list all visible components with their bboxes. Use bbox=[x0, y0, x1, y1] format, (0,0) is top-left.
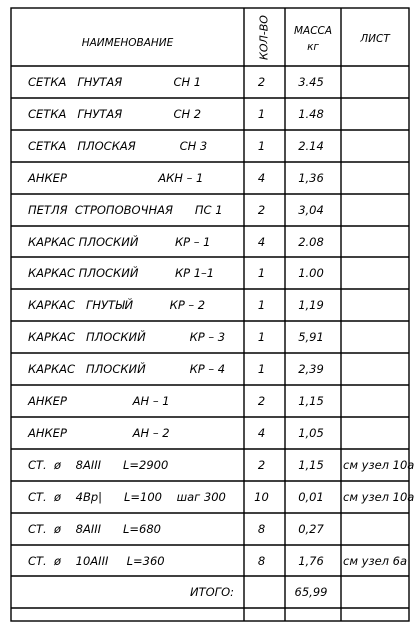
row-mass: 1,36 bbox=[298, 171, 324, 185]
row-mass: 0,01 bbox=[298, 490, 324, 504]
row-qty: 2 bbox=[257, 458, 266, 472]
row-mass: 3,04 bbox=[298, 203, 324, 217]
row-mass: 2.08 bbox=[298, 235, 324, 249]
header-mass: МАССА bbox=[293, 25, 333, 37]
row-qty: 2 bbox=[257, 75, 266, 89]
row-name: АНКЕР АН – 1 bbox=[28, 394, 170, 408]
row-name: АНКЕР АКН – 1 bbox=[28, 171, 204, 185]
row-mass: 1,19 bbox=[298, 298, 324, 312]
row-qty: 1 bbox=[257, 107, 266, 121]
row-qty: 1 bbox=[257, 266, 266, 280]
row-qty: 4 bbox=[257, 235, 266, 249]
row-qty: 10 bbox=[254, 490, 269, 504]
row-mass: 3.45 bbox=[298, 75, 324, 89]
row-mass: 1.48 bbox=[298, 107, 324, 121]
row-name: КАРКАС ПЛОСКИЙ КР – 1 bbox=[28, 235, 211, 249]
row-mass: 1,05 bbox=[298, 426, 324, 440]
row-qty: 1 bbox=[257, 362, 266, 376]
row-mass: 2.14 bbox=[298, 139, 324, 153]
row-mass: 1,15 bbox=[298, 458, 324, 472]
row-name: СТ. ø 10AIII L=360 bbox=[28, 554, 165, 568]
row-sheet: см узел 10а bbox=[343, 458, 415, 472]
total-mass: 65,99 bbox=[294, 585, 328, 599]
row-name: ПЕТЛЯ СТРОПОВОЧНАЯ ПС 1 bbox=[28, 203, 223, 217]
row-name: СЕТКА ГНУТАЯ СН 1 bbox=[28, 75, 202, 89]
header-sheet: ЛИСТ bbox=[360, 33, 390, 45]
row-name: СТ. ø 8AIII L=2900 bbox=[28, 458, 169, 472]
total-label: ИТОГО: bbox=[189, 585, 234, 599]
row-name: КАРКАС ПЛОСКИЙ КР – 4 bbox=[28, 362, 226, 376]
row-mass: 0,27 bbox=[298, 522, 324, 536]
row-qty: 8 bbox=[257, 522, 266, 536]
row-qty: 8 bbox=[257, 554, 266, 568]
row-name: СЕТКА ПЛОСКАЯ СН 3 bbox=[28, 139, 208, 153]
row-qty: 1 bbox=[257, 298, 266, 312]
row-mass: 1,15 bbox=[298, 394, 324, 408]
header-mass-unit: кг bbox=[307, 41, 319, 53]
row-name: КАРКАС ГНУТЫЙ КР – 2 bbox=[28, 298, 206, 312]
row-qty: 4 bbox=[257, 171, 266, 185]
row-mass: 2,39 bbox=[298, 362, 324, 376]
row-qty: 1 bbox=[257, 330, 266, 344]
row-mass: 1.00 bbox=[298, 266, 324, 280]
row-name: АНКЕР АН – 2 bbox=[28, 426, 170, 440]
row-name: СЕТКА ГНУТАЯ СН 2 bbox=[28, 107, 202, 121]
row-sheet: см узел 10а bbox=[343, 490, 415, 504]
row-name: СТ. ø 8AIII L=680 bbox=[28, 522, 161, 536]
row-sheet: см узел 6а bbox=[343, 554, 408, 568]
row-mass: 5,91 bbox=[298, 330, 324, 344]
row-qty: 4 bbox=[257, 426, 266, 440]
row-mass: 1,76 bbox=[298, 554, 324, 568]
row-name: КАРКАС ПЛОСКИЙ КР – 3 bbox=[28, 330, 226, 344]
row-name: КАРКАС ПЛОСКИЙ КР 1–1 bbox=[28, 266, 215, 280]
row-qty: 2 bbox=[257, 394, 266, 408]
row-name: СТ. ø 4Вр| L=100 шаг 300 bbox=[28, 490, 226, 504]
header-name: НАИМЕНОВАНИЕ bbox=[81, 37, 174, 49]
header-qty: КОЛ-ВО bbox=[257, 15, 271, 60]
row-qty: 1 bbox=[257, 139, 266, 153]
row-qty: 2 bbox=[257, 203, 266, 217]
